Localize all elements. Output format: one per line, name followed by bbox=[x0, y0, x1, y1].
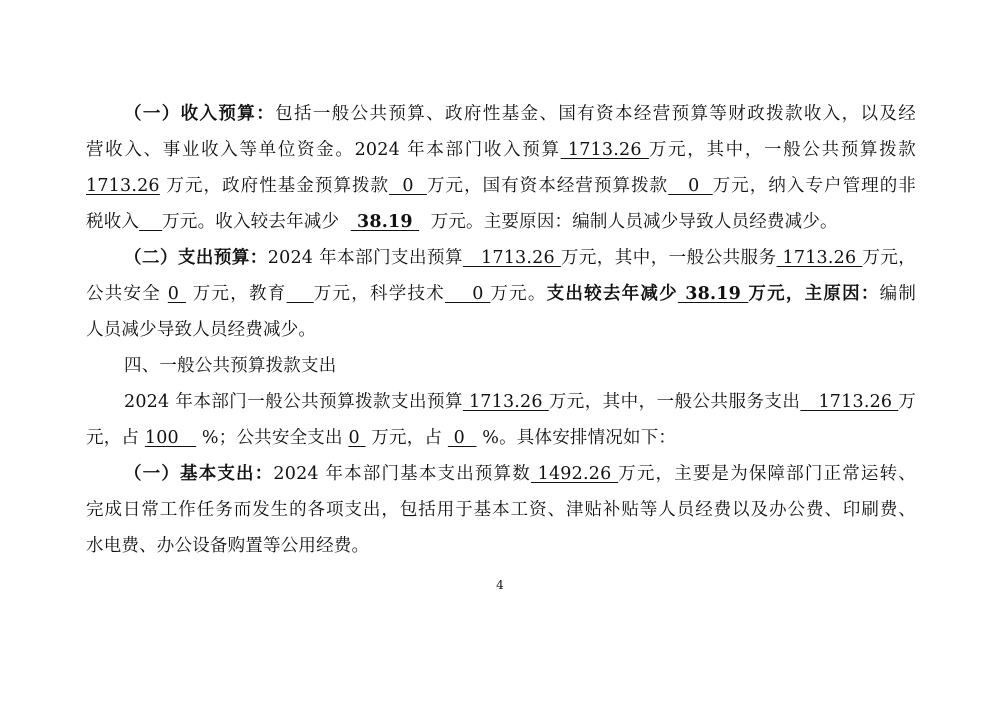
text-run: 万元，科学技术 bbox=[313, 284, 445, 304]
text-run: 营收入、事业收入等单位资金。2024 年本部门收入预算 bbox=[86, 140, 561, 160]
text-run: 万元。 bbox=[490, 284, 547, 304]
text-run: 万元。收入较去年减少 bbox=[162, 212, 351, 232]
text-run: %。具体安排情况如下： bbox=[476, 428, 677, 448]
text-run: 编制 bbox=[879, 284, 917, 304]
paragraph-line bbox=[86, 312, 916, 348]
underlined-value: 38.19 bbox=[677, 284, 749, 304]
paragraph-line bbox=[86, 528, 916, 564]
text-run: 万元，主原因： bbox=[748, 284, 880, 304]
paragraph-line bbox=[86, 168, 916, 204]
text-run: 万元，纳入专户管理的非 bbox=[712, 176, 916, 196]
underlined-value: 1713.26 bbox=[462, 248, 561, 268]
text-run: 万元，占 bbox=[365, 428, 448, 448]
paragraph-line bbox=[86, 204, 916, 240]
text-run: 公共安全 bbox=[86, 284, 168, 304]
underlined-value: 38.19 bbox=[350, 212, 420, 232]
underlined-value: 1713.26 bbox=[560, 140, 649, 160]
text-run: 万 bbox=[898, 392, 916, 412]
text-run: 完成日常工作任务而发生的各项支出，包括用于基本工资、津贴补贴等人员经费以及办公费、印刷费、 bbox=[86, 500, 916, 520]
underlined-value: 1492.26 bbox=[530, 464, 619, 484]
underlined-value: 0 bbox=[447, 428, 477, 448]
page-number: 4 bbox=[496, 578, 504, 592]
text-run: 2024 年本部门基本支出预算数 bbox=[273, 464, 531, 484]
text-run: 万元，政府性基金预算拨款 bbox=[159, 176, 390, 196]
text-run: 万元。主要原因：编制人员减少导致人员经费减少。 bbox=[419, 212, 838, 232]
text-run: 2024 年本部门一般公共预算拨款支出预算 bbox=[124, 392, 463, 412]
text-run: 人员减少导致人员经费减少。 bbox=[86, 320, 317, 340]
underlined-value: 0 bbox=[668, 176, 713, 196]
text-run: 万元，其中，一般公共服务支出 bbox=[548, 392, 801, 412]
underlined-value bbox=[139, 212, 162, 232]
paragraph-line bbox=[86, 132, 916, 168]
text-run: （一）基本支出： bbox=[124, 464, 274, 484]
underlined-value: 100 bbox=[144, 428, 197, 448]
paragraph-line bbox=[86, 96, 916, 132]
text-run: 支出较去年减少 bbox=[546, 284, 678, 304]
text-run: 万元，主要是为保障部门正常运转、 bbox=[618, 464, 916, 484]
text-run: 四、一般公共预算拨款支出 bbox=[124, 356, 337, 376]
text-run: 万元，国有资本经营预算拨款 bbox=[426, 176, 669, 196]
underlined-value: 1713.26 bbox=[776, 248, 863, 268]
paragraph-line bbox=[86, 276, 916, 312]
text-run: %；公共安全支出 bbox=[196, 428, 349, 448]
text-run: 税收入 bbox=[86, 212, 140, 232]
text-run: 水电费、办公设备购置等公用经费。 bbox=[86, 536, 370, 556]
underlined-value: 1713.26 bbox=[800, 392, 899, 412]
text-run: 万元，教育 bbox=[185, 284, 287, 304]
text-run: 2024 年本部门支出预算 bbox=[267, 248, 463, 268]
text-run: （一）收入预算： bbox=[124, 104, 276, 124]
underlined-value bbox=[287, 284, 314, 304]
text-run: 元，占 bbox=[86, 428, 145, 448]
underlined-value: 0 bbox=[389, 176, 427, 196]
text-run: 包括一般公共预算、政府性基金、国有资本经营预算等财政拨款收入，以及经 bbox=[275, 104, 916, 124]
paragraph-line bbox=[86, 456, 916, 492]
underlined-value: 0 bbox=[167, 284, 186, 304]
text-run: 万元，其中，一般公共预算拨款 bbox=[648, 140, 916, 160]
underlined-value: 1713.26 bbox=[462, 392, 549, 412]
underlined-value: 0 bbox=[348, 428, 366, 448]
underlined-value: 1713.26 bbox=[86, 176, 160, 196]
text-run: （二）支出预算： bbox=[124, 248, 268, 268]
paragraph-line bbox=[86, 420, 916, 456]
underlined-value: 0 bbox=[444, 284, 491, 304]
document-body bbox=[86, 96, 916, 564]
paragraph-line bbox=[86, 240, 916, 276]
text-run: 万元， bbox=[862, 248, 917, 268]
text-run: 万元，其中，一般公共服务 bbox=[560, 248, 777, 268]
paragraph-line bbox=[86, 384, 916, 420]
paragraph-line bbox=[86, 492, 916, 528]
section-heading bbox=[86, 348, 916, 384]
